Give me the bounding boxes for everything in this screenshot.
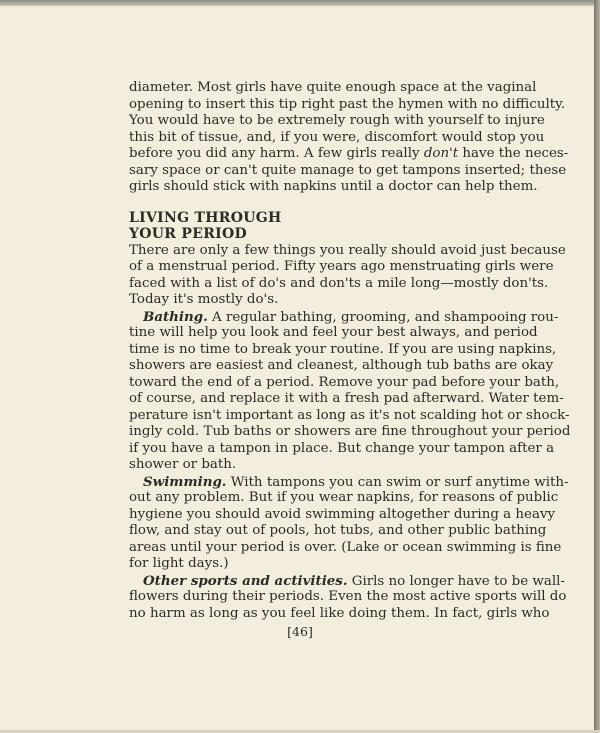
text-line: out any problem. But if you wear napkins, for reasons of public	[129, 490, 559, 505]
run-in-heading: Bathing.	[143, 308, 208, 325]
text-line: if you have a tampon in place. But change your tampon after a	[129, 440, 555, 456]
run-in-heading: Other sports and activities.	[143, 572, 348, 589]
text-line: of course, and replace it with a fresh pad afterward. Water tem-	[129, 391, 564, 406]
text-line: flow, and stay out of pools, hot tubs, and other public bathing	[129, 523, 547, 538]
text-run: With tampons you can swim or surf anytime with-	[226, 474, 569, 490]
text-line: for light days.)	[129, 556, 229, 571]
run-in-heading: Swimming.	[143, 473, 227, 490]
text-line: tine will help you look and feel your best always, and period	[129, 325, 538, 340]
text-line: sary space or can't quite manage to get tampons inserted; these	[129, 162, 567, 178]
text-run: have the neces-	[458, 146, 569, 161]
text-line: girls should stick with napkins until a doctor can help them.	[129, 179, 538, 194]
text-line	[129, 146, 569, 163]
text-line: flowers during their periods. Even the most active sports will do	[129, 589, 567, 604]
text-line: diameter. Most girls have quite enough space at the vaginal	[129, 80, 537, 95]
text-run: Girls no longer have to be wall-	[347, 573, 565, 589]
text-line: perature isn't important as long as it's not scalding hot or shock-	[129, 407, 570, 423]
text-line: no harm as long as you feel like doing them. In fact, girls who	[129, 605, 550, 621]
text-line: of a menstrual period. Fifty years ago menstruating girls were	[129, 259, 554, 274]
text-run: A regular bathing, grooming, and shampooing rou-	[207, 309, 559, 325]
page-number: [46]	[287, 624, 313, 639]
scan-top-edge	[0, 0, 600, 6]
page-body	[129, 80, 571, 622]
text-line: time is no time to break your routine. If you are using napkins,	[129, 341, 557, 357]
text-line: There are only a few things you really should avoid just because	[129, 242, 566, 258]
text-line: areas until your period is over. (Lake or ocean swimming is fine	[129, 539, 562, 555]
text-run: before you did any harm. A few girls really	[129, 146, 424, 161]
text-line: Today it's mostly do's.	[129, 292, 279, 307]
text-line: opening to insert this tip right past the hymen with no difficulty.	[129, 96, 566, 112]
text-line: You would have to be extremely rough with yourself to injure	[129, 113, 545, 128]
text-line: showers are easiest and cleanest, although tub baths are okay	[129, 358, 554, 373]
text-line	[129, 308, 559, 326]
text-line: faced with a list of do's and don'ts a mile long—mostly don'ts.	[129, 275, 549, 291]
section-heading: YOUR PERIOD	[129, 226, 247, 242]
text-line	[129, 473, 569, 491]
text-line: this bit of tissue, and, if you were, discomfort would stop you	[129, 129, 545, 145]
text-line	[129, 572, 565, 590]
text-line: hygiene you should avoid swimming altogether during a heavy	[129, 506, 556, 522]
text-line: toward the end of a period. Remove your pad before your bath,	[129, 374, 560, 390]
text-line: ingly cold. Tub baths or showers are fine throughout your period	[129, 424, 571, 439]
emphasis: don't	[423, 146, 459, 161]
section-heading: LIVING THROUGH	[129, 209, 282, 226]
text-line: shower or bath.	[129, 457, 237, 472]
section-gap	[129, 196, 514, 210]
